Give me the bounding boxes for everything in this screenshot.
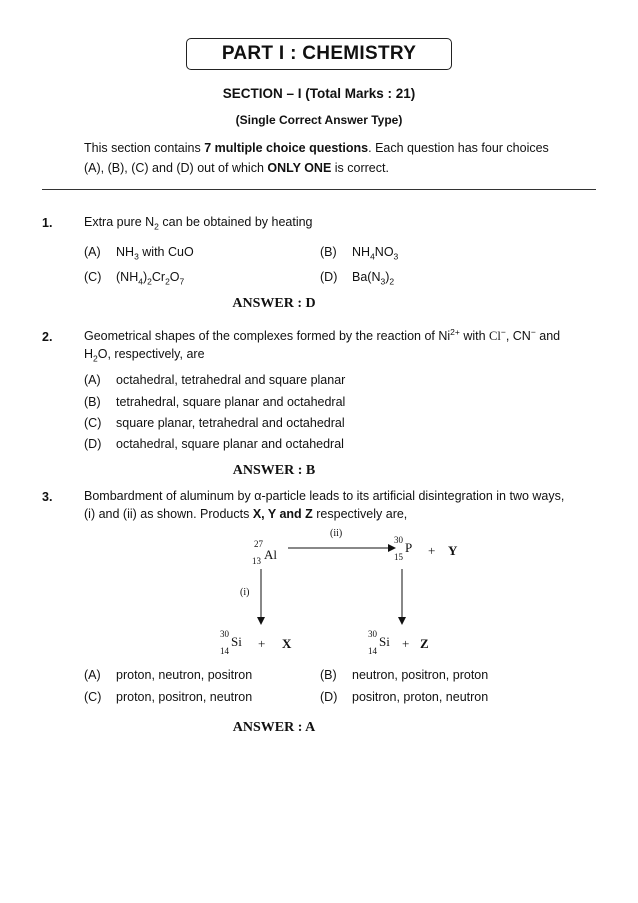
mass-number: 30 <box>368 629 377 639</box>
plus-sign: + <box>258 636 266 651</box>
atomic-number: 14 <box>220 646 229 656</box>
section-title: SECTION – I (Total Marks : 21) <box>222 86 416 101</box>
intro-text: is correct. <box>331 161 389 175</box>
question-text-line2 <box>84 347 205 364</box>
question-text: Bombardment of aluminum by α-particle leads to its artificial disintegration in two ways, <box>84 489 565 503</box>
intro-text: . Each question has four choices <box>368 141 549 155</box>
option-label: (D) <box>320 270 338 284</box>
product-y: Y <box>448 543 458 558</box>
option-label: (D) <box>84 437 102 451</box>
option-label: (B) <box>84 395 101 409</box>
element-symbol: Si <box>379 634 390 649</box>
answer-label: ANSWER : A <box>232 720 316 735</box>
question-text-part: respectively are, <box>312 507 408 521</box>
option-a[interactable] <box>84 245 194 262</box>
option-text: octahedral, square planar and octahedral <box>116 437 344 451</box>
option-a[interactable] <box>84 373 345 387</box>
element-symbol: Si <box>231 634 242 649</box>
option-text: neutron, positron, proton <box>352 668 489 682</box>
element-symbol: Al <box>264 547 277 562</box>
option-c[interactable] <box>84 270 185 287</box>
intro-text: (A), (B), (C) and (D) out of which <box>84 161 268 175</box>
option-label: (A) <box>84 373 101 387</box>
arrow-down-icon <box>256 569 266 625</box>
option-b[interactable] <box>84 395 345 409</box>
option-label: (D) <box>320 690 338 704</box>
option-d[interactable] <box>84 437 344 451</box>
aluminum-nucleus <box>252 539 292 569</box>
option-d[interactable] <box>320 690 488 704</box>
option-text: positron, proton, neutron <box>352 690 489 704</box>
section-intro-line2 <box>84 161 604 175</box>
products-label: X, Y and Z <box>252 507 313 521</box>
plus-sign: + <box>428 543 436 558</box>
atomic-number: 14 <box>368 646 377 656</box>
product-z: Z <box>420 636 429 651</box>
mass-number: 30 <box>394 535 403 545</box>
section-intro <box>84 141 604 155</box>
question-text-part: $H_2O$, respectively, are <box>84 347 205 364</box>
option-text: $NH_3$ with CuO <box>116 245 194 262</box>
answer-label: ANSWER : B <box>232 463 316 478</box>
option-label: (A) <box>84 245 101 259</box>
question-text <box>84 215 313 232</box>
option-text: square planar, tetrahedral and octahedral <box>116 416 345 430</box>
option-label: (C) <box>84 416 102 430</box>
path-i-label: (i) <box>240 587 250 598</box>
option-c[interactable] <box>84 690 252 704</box>
mass-number: 27 <box>254 539 263 549</box>
option-label: (C) <box>84 270 102 284</box>
question-text-part: can be obtained by heating <box>158 215 313 229</box>
question-text-part: Geometrical shapes of the complexes formed by the reaction of $Ni^{2+}$ with Cl−, CN− and <box>84 326 561 343</box>
option-c[interactable] <box>84 416 345 430</box>
option-a[interactable] <box>84 668 252 682</box>
option-label: (C) <box>84 690 102 704</box>
answer-label: ANSWER : D <box>232 296 316 311</box>
question-text-part: (i) and (ii) as shown. Products <box>84 507 253 521</box>
option-text: proton, neutron, positron <box>116 668 253 682</box>
question-text <box>84 326 598 344</box>
option-label: (B) <box>320 668 337 682</box>
option-label: (A) <box>84 668 101 682</box>
question-text-line2 <box>84 507 407 521</box>
mass-number: 30 <box>220 629 229 639</box>
reaction-diagram <box>200 525 480 665</box>
option-d[interactable] <box>320 270 395 287</box>
option-b[interactable] <box>320 245 399 262</box>
subscript: 2 <box>154 221 159 232</box>
path-ii-label: (ii) <box>330 528 343 539</box>
option-text: tetrahedral, square planar and octahedral <box>116 395 346 409</box>
arrow-down-icon <box>397 569 407 625</box>
atomic-number: 13 <box>252 556 261 566</box>
question-number: 3. <box>42 490 53 504</box>
option-text: proton, positron, neutron <box>116 690 253 704</box>
question-number: 2. <box>42 330 53 344</box>
option-b[interactable] <box>320 668 488 682</box>
intro-text: This section contains <box>84 141 205 155</box>
option-text: $NH_4NO_3$ <box>352 245 399 262</box>
silicon-nucleus <box>220 629 260 659</box>
option-text: $Ba(N_3)_2$ <box>352 270 395 287</box>
option-label: (B) <box>320 245 337 259</box>
intro-bold: 7 multiple choice questions <box>204 141 369 155</box>
option-text: $(NH_4)_2Cr_2O_7$ <box>116 270 185 287</box>
plus-sign: + <box>402 636 410 651</box>
divider <box>42 189 596 190</box>
option-text: octahedral, tetrahedral and square planar <box>116 373 346 387</box>
section-type: (Single Correct Answer Type) <box>235 113 403 127</box>
part-title: PART I : CHEMISTRY <box>186 38 452 70</box>
element-symbol: P <box>405 540 413 555</box>
question-text-part: Extra pure N <box>84 215 155 229</box>
product-x: X <box>282 636 292 651</box>
question-number: 1. <box>42 216 53 230</box>
arrow-right-icon <box>288 543 396 553</box>
intro-bold: ONLY ONE <box>267 161 332 175</box>
atomic-number: 15 <box>394 552 403 562</box>
